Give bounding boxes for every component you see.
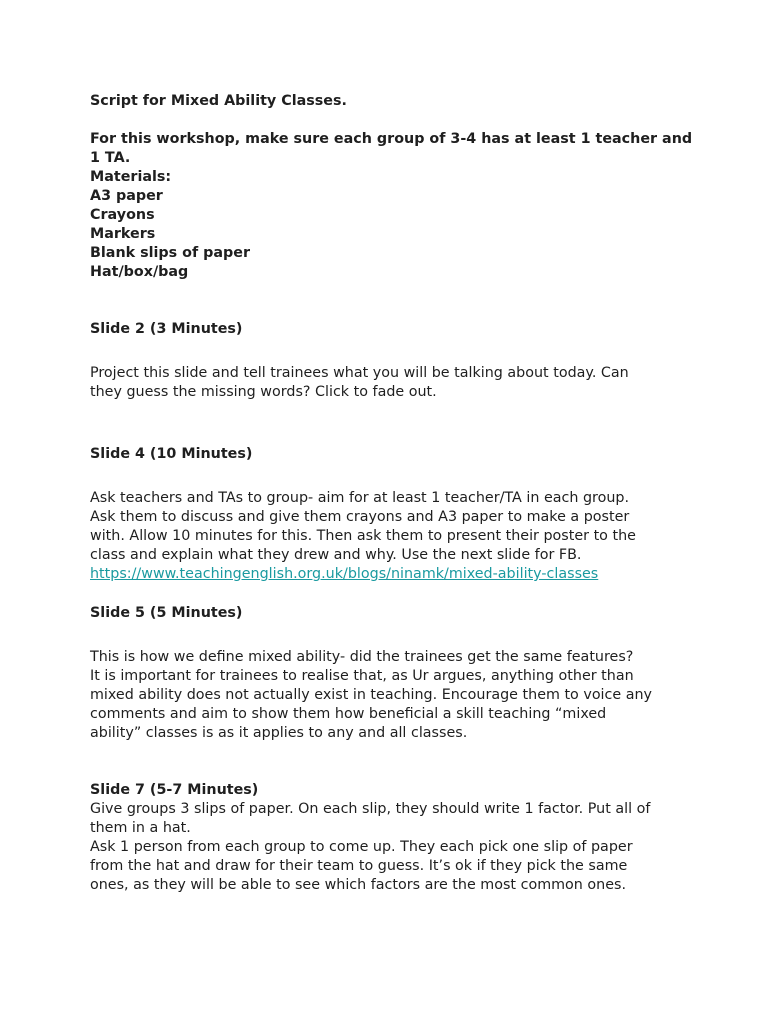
document-page <box>90 92 693 895</box>
section-heading: Slide 4 (10 Minutes) <box>90 446 253 462</box>
section-slide-7 <box>90 781 682 895</box>
section-text-line: mixed ability does not actually exist in teaching. Encourage them to voice any <box>90 687 653 703</box>
section-text-line: This is how we define mixed ability- did the trainees get the same features? <box>90 649 634 665</box>
section-slide-4 <box>90 445 682 584</box>
section-text-line: Project this slide and tell trainees what you will be talking about today. Can <box>90 365 629 381</box>
section-heading: Slide 2 (3 Minutes) <box>90 321 243 337</box>
intro-block <box>90 130 693 282</box>
section-text-line: comments and aim to show them how beneficial a skill teaching “mixed <box>90 706 607 722</box>
section-text-line: Ask 1 person from each group to come up. They each pick one slip of paper <box>90 839 633 855</box>
section-text-line: with. Allow 10 minutes for this. Then ask them to present their poster to the <box>90 528 636 544</box>
section-slide-2 <box>90 320 682 402</box>
section-text-line: ones, as they will be able to see which factors are the most common ones. <box>90 877 626 893</box>
section-text-line: Ask teachers and TAs to group- aim for at least 1 teacher/TA in each group. <box>90 490 630 506</box>
section-text-line: Give groups 3 slips of paper. On each slip, they should write 1 factor. Put all of <box>90 801 651 817</box>
section-text-line: class and explain what they drew and why. Use the next slide for FB. <box>90 547 582 563</box>
materials-item: A3 paper <box>90 188 163 204</box>
section-text-line: they guess the missing words? Click to fade out. <box>90 384 437 400</box>
intro-line: 1 TA. <box>90 150 131 166</box>
section-heading: Slide 7 (5-7 Minutes) <box>90 782 259 798</box>
intro-line: For this workshop, make sure each group of 3-4 has at least 1 teacher and <box>90 131 693 147</box>
section-text-line: It is important for trainees to realise that, as Ur argues, anything other than <box>90 668 634 684</box>
section-heading: Slide 5 (5 Minutes) <box>90 605 243 621</box>
section-text-line: them in a hat. <box>90 820 191 836</box>
materials-item: Blank slips of paper <box>90 245 251 261</box>
section-text-line: ability” classes is as it applies to any and all classes. <box>90 725 468 741</box>
section-slide-5 <box>90 604 682 743</box>
materials-item: Markers <box>90 226 156 242</box>
section-text-line: Ask them to discuss and give them crayons and A3 paper to make a poster <box>90 509 630 525</box>
materials-item: Crayons <box>90 207 155 223</box>
materials-item: Hat/box/bag <box>90 264 189 280</box>
reference-link[interactable]: https://www.teachingenglish.org.uk/blogs/ninamk/mixed-ability-classes <box>90 566 599 582</box>
section-text-line: from the hat and draw for their team to guess. It’s ok if they pick the same <box>90 858 628 874</box>
document-title: Script for Mixed Ability Classes. <box>90 93 347 109</box>
materials-label: Materials: <box>90 169 172 185</box>
